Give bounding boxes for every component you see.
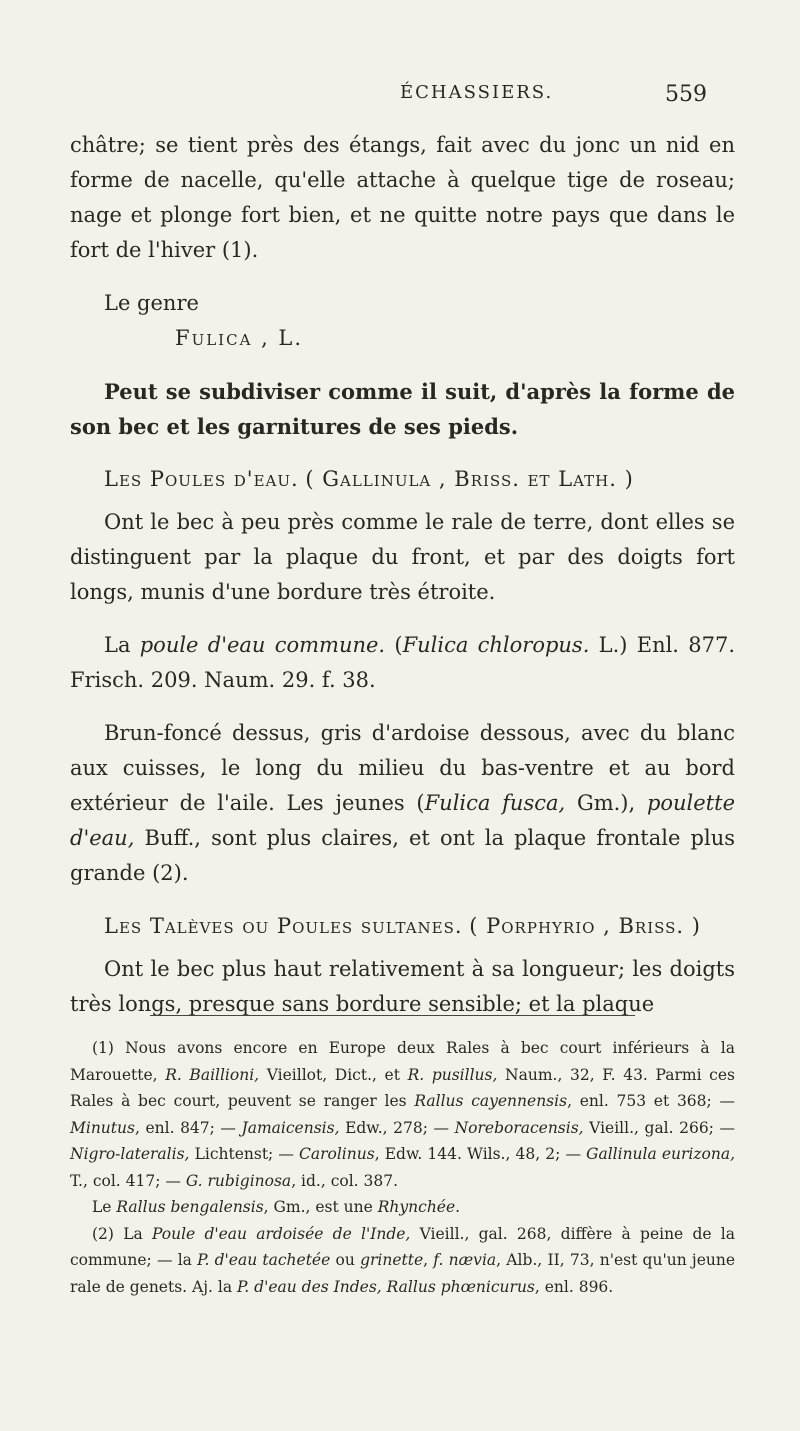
species-latin: R. pusillus, xyxy=(407,1065,498,1084)
species-latin: Rallus cayennensis xyxy=(414,1092,568,1110)
paragraph: Ont le bec à peu près comme le rale de terre, dont elles se distinguent par la plaque du front, et par des doigts fort longs, munis d'une bordure très étroite. xyxy=(70,510,735,604)
text-run: Vieill., gal. 266; — xyxy=(583,1118,736,1137)
species-latin: Fulica chloropus. xyxy=(402,633,590,657)
text-run: , enl. 896. xyxy=(534,1277,614,1296)
species-latin: Rallus phœnicurus xyxy=(386,1277,535,1296)
species-latin: R. Baillioni, xyxy=(165,1065,260,1084)
genus-name: Fulica , L. xyxy=(175,326,304,350)
text-run: L.) Enl. 877. Frisch. 209. Naum. 29. f. 38. xyxy=(70,633,736,692)
text-run: La xyxy=(104,633,140,657)
main-text xyxy=(70,128,735,1040)
genus-intro: Le genre xyxy=(104,291,199,315)
text-run: (1) Nous avons encore en Europe deux Rales à bec court inférieurs à la Marouette, xyxy=(70,1039,735,1084)
section-title xyxy=(70,909,735,944)
paragraph: châtre; se tient près des étangs, fait avec du jonc un nid en forme de nacelle, qu'elle attache à quelque tige de roseau; nage et plonge fort bien, et ne quitte notre pays que dans le fort de l'hiver (1). xyxy=(70,133,735,262)
text-run: Edw., 278; — xyxy=(339,1118,455,1137)
text-run: Lichtenst; — xyxy=(189,1145,299,1163)
species-latin: Minutus xyxy=(70,1118,135,1137)
section-title-name: Les Talèves ou Poules sultanes. xyxy=(104,914,463,938)
species-latin: Carolinus xyxy=(299,1145,375,1163)
species-latin: Nigro-lateralis, xyxy=(70,1145,190,1163)
paragraph xyxy=(70,716,735,891)
text-run: , xyxy=(423,1251,434,1269)
running-title: ÉCHASSIERS. xyxy=(400,82,554,103)
species-name: poulette d'eau, xyxy=(70,791,735,850)
text-run: Brun-foncé dessus, gris d'ardoise dessous, avec du blanc aux cuisses, le long du milieu du bas-ventre et au bord extérieur de l'aile. Les jeunes ( xyxy=(70,721,735,815)
species-name: P. d'eau des Indes, xyxy=(237,1277,382,1296)
text-run: Vieillot, Dict., et xyxy=(259,1065,408,1084)
text-run: T., col. 417; — xyxy=(70,1171,186,1190)
species-latin: Gallinula eurizona, xyxy=(586,1145,736,1163)
species-latin: Noreboracensis, xyxy=(454,1118,584,1137)
section-title xyxy=(70,462,735,497)
section-title-authority: ( Porphyrio , Briss. ) xyxy=(469,914,701,938)
section-title-authority: ( Gallinula , Briss. et Lath. ) xyxy=(305,467,634,491)
text-run: (2) La xyxy=(92,1224,152,1243)
text-run: , enl. 847; — xyxy=(134,1118,242,1137)
text-run: Buff., sont plus claires, et ont la plaque frontale plus grande (2). xyxy=(70,826,735,885)
text-run: ( xyxy=(385,633,403,657)
footnote-1 xyxy=(70,1035,735,1194)
text-run: , Edw. 144. Wils., 48, 2; — xyxy=(374,1145,587,1163)
text-run: , Gm., est une xyxy=(263,1198,378,1216)
paragraph: Ont le bec plus haut relativement à sa longueur; les doigts très longs, presque sans bordure sensible; et la plaque xyxy=(70,957,735,1016)
footnote-2 xyxy=(70,1221,735,1301)
species-latin: Rhynchée. xyxy=(377,1198,461,1216)
text-run: Gm.), xyxy=(565,791,647,815)
footnote-1-continued xyxy=(70,1194,735,1221)
running-head xyxy=(0,82,800,112)
text-run: Vieill., gal. 268, diffère à peine de la commune; — la xyxy=(70,1224,735,1269)
species-latin: Rallus bengalensis xyxy=(116,1198,264,1216)
species-name: P. d'eau tachetée xyxy=(197,1251,331,1269)
species-latin: f. nævia xyxy=(433,1251,497,1269)
footnotes xyxy=(70,1035,735,1300)
text-run: , id., col. 387. xyxy=(291,1171,399,1190)
paragraph: Peut se subdiviser comme il suit, d'après la forme de son bec et les garnitures de ses pieds. xyxy=(70,379,735,439)
footnote-rule xyxy=(150,1015,635,1016)
species-name: poule d'eau commune. xyxy=(139,633,386,657)
text-run: , Alb., II, 73, n'est qu'un jeune rale de genets. Aj. la xyxy=(70,1251,736,1296)
section-title-name: Les Poules d'eau. xyxy=(104,467,299,491)
text-run: Naum., 32, F. 43. Parmi ces Rales à bec court, peuvent se ranger les xyxy=(70,1065,735,1110)
species-name: Poule d'eau ardoisée de l'Inde, xyxy=(151,1224,411,1243)
text-run: ou xyxy=(330,1251,361,1269)
species-latin: G. rubiginosa xyxy=(185,1171,292,1190)
species-latin: Fulica fusca, xyxy=(424,791,566,815)
text-run: , enl. 753 et 368; — xyxy=(567,1092,735,1110)
page-number: 559 xyxy=(665,82,707,107)
species-latin: Jamaicensis, xyxy=(241,1118,340,1137)
text-run: Le xyxy=(92,1198,117,1216)
species-entry xyxy=(70,628,735,698)
species-name: grinette xyxy=(360,1251,424,1269)
